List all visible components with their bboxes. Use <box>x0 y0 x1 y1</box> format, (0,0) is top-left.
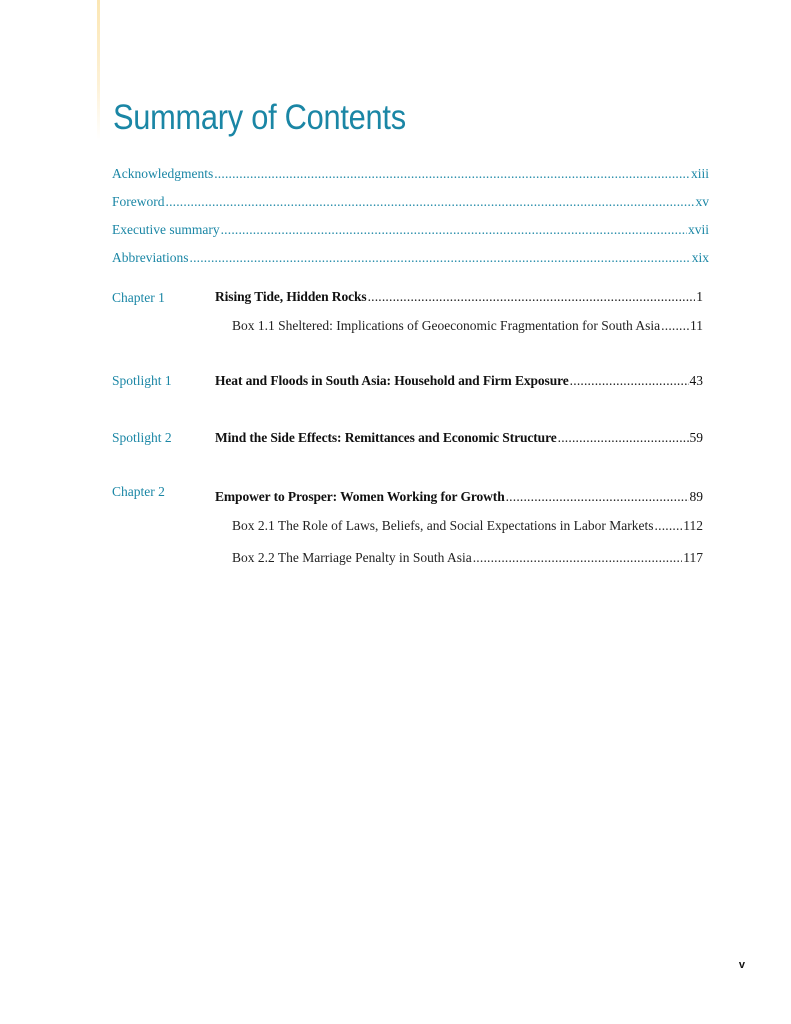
dot-leader <box>655 518 683 534</box>
toc-page-number: 43 <box>689 373 703 388</box>
toc-page-number: 112 <box>683 518 703 533</box>
toc-entry-label: Box 2.1 The Role of Laws, Beliefs, and Social Expectations in Labor Markets <box>232 518 654 533</box>
section-label-chapter-2: Chapter 2 <box>112 484 165 499</box>
toc-entry-label: Box 1.1 Sheltered: Implications of Geoeconomic Fragmentation for South Asia <box>232 318 661 333</box>
toc-entry-spotlight-1[interactable] <box>215 373 703 389</box>
dot-leader <box>368 289 696 305</box>
toc-page-number: 1 <box>696 289 703 304</box>
toc-entry-label: Executive summary <box>112 222 220 237</box>
toc-entry-label: Empower to Prosper: Women Working for Growth <box>215 489 505 504</box>
section-label-spotlight-2: Spotlight 2 <box>112 430 172 445</box>
page-folio: v <box>738 959 745 971</box>
toc-page-number: 89 <box>689 489 703 504</box>
dot-leader <box>214 166 690 182</box>
toc-page-number: xvii <box>687 222 709 237</box>
toc-page-number: xix <box>691 250 709 265</box>
dot-leader <box>558 430 689 446</box>
dot-leader <box>473 550 683 566</box>
toc-entry-label: Foreword <box>112 194 165 209</box>
toc-entry-executive-summary[interactable] <box>112 222 709 238</box>
toc-entry-label: Abbreviations <box>112 250 189 265</box>
toc-entry-box-2-2[interactable] <box>232 550 703 566</box>
dot-leader <box>221 222 687 238</box>
section-label-chapter-1: Chapter 1 <box>112 290 165 305</box>
toc-entry-abbreviations[interactable] <box>112 250 709 266</box>
section-label-spotlight-1: Spotlight 1 <box>112 373 172 388</box>
toc-entry-label: Box 2.2 The Marriage Penalty in South Asia <box>232 550 472 565</box>
dot-leader <box>166 194 695 210</box>
margin-accent-rule <box>97 0 100 140</box>
toc-entry-chapter-2[interactable] <box>215 489 703 505</box>
toc-entry-box-2-1[interactable] <box>232 518 703 534</box>
dot-leader <box>661 318 689 334</box>
page-title: Summary of Contents <box>113 98 406 137</box>
toc-entry-box-1-1[interactable] <box>232 318 703 334</box>
toc-entry-chapter-1[interactable] <box>215 289 703 305</box>
toc-page-number: 59 <box>689 430 703 445</box>
toc-page-number: xiii <box>690 166 709 181</box>
toc-page-number: xv <box>695 194 709 209</box>
toc-page-number: 11 <box>690 318 703 333</box>
dot-leader <box>190 250 691 266</box>
dot-leader <box>570 373 689 389</box>
dot-leader <box>506 489 689 505</box>
toc-entry-label: Rising Tide, Hidden Rocks <box>215 289 367 304</box>
toc-entry-label: Heat and Floods in South Asia: Household and Firm Exposure <box>215 373 569 388</box>
toc-page-number: 117 <box>683 550 703 565</box>
toc-entry-label: Mind the Side Effects: Remittances and Economic Structure <box>215 430 557 445</box>
toc-entry-acknowledgments[interactable] <box>112 166 709 182</box>
toc-entry-label: Acknowledgments <box>112 166 214 181</box>
toc-entry-spotlight-2[interactable] <box>215 430 703 446</box>
toc-entry-foreword[interactable] <box>112 194 709 210</box>
